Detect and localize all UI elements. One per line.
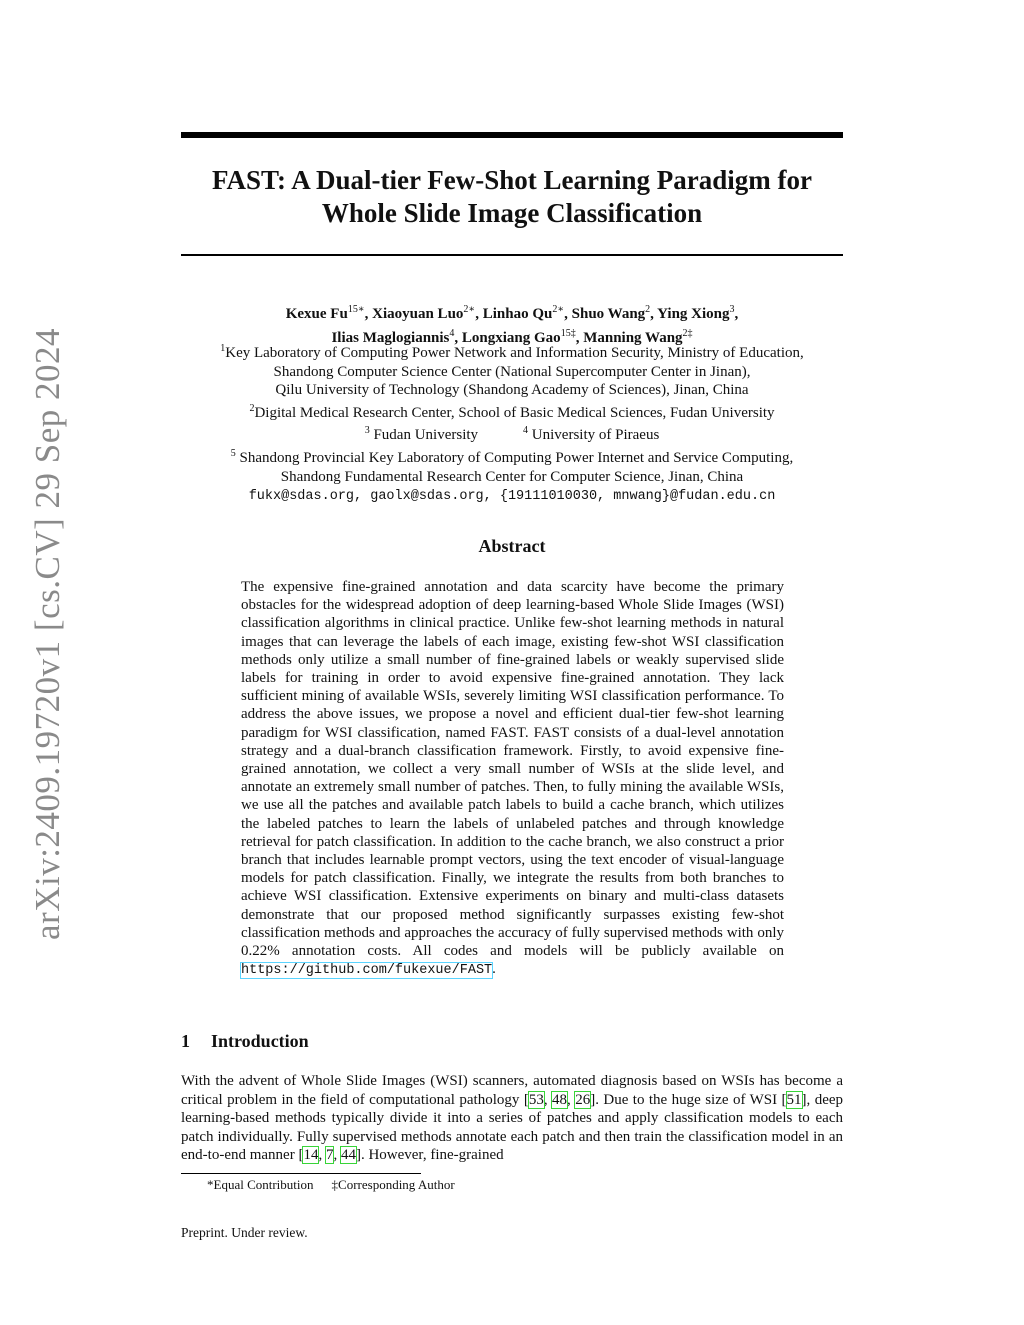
affil-number: 1 xyxy=(220,343,226,354)
author-affil-mark: 2∗ xyxy=(463,304,476,315)
author-affil-mark: 4 xyxy=(449,328,455,339)
author-name: Xiaoyuan Luo xyxy=(372,306,464,322)
author-name: Kexue Fu xyxy=(285,306,348,322)
citation-link[interactable]: 44 xyxy=(340,1147,356,1164)
section-heading-introduction xyxy=(181,1031,309,1052)
intro-text: ]. However, fine-grained xyxy=(355,1147,504,1164)
citation-link[interactable]: 48 xyxy=(552,1091,568,1108)
intro-text: , xyxy=(567,1091,576,1108)
affil-line: University of Piraeus xyxy=(528,427,660,444)
affil-line: Qilu University of Technology (Shandong Academy of Sciences), Jinan, China xyxy=(275,382,749,399)
abstract-body xyxy=(241,578,784,980)
citation-link[interactable]: 26 xyxy=(575,1091,591,1108)
author-separator: , xyxy=(575,330,584,346)
author-separator: , xyxy=(734,306,739,322)
abstract-heading: Abstract xyxy=(478,536,546,556)
affil-line: Key Laboratory of Computing Power Network and Information Security, Ministry of Education, xyxy=(225,345,804,361)
affil-line: Shandong Computer Science Center (National Supercomputer Center in Jinan), xyxy=(273,363,751,380)
author-name: Shuo Wang xyxy=(571,306,646,322)
author-name: Longxiang Gao xyxy=(461,330,561,346)
affil-line: Fudan University xyxy=(369,427,479,444)
author-name: Ilias Maglogiannis xyxy=(331,330,450,346)
intro-text: , xyxy=(318,1147,326,1164)
section-number: 1 xyxy=(181,1031,190,1051)
footnote xyxy=(207,1177,473,1193)
code-repo-link[interactable]: https://github.com/fukexue/FAST xyxy=(241,963,493,979)
citation-link[interactable]: 14 xyxy=(303,1147,319,1164)
arxiv-sidebar-stamp: arXiv:2409.19720v1 [cs.CV] 29 Sep 2024 xyxy=(28,327,67,940)
title-bottom-rule xyxy=(181,254,843,256)
citation-link[interactable]: 51 xyxy=(786,1091,802,1108)
author-name: Linhao Qu xyxy=(482,306,553,322)
author-affil-mark: 2 xyxy=(645,304,651,315)
footnote-corresponding-author: ‡Corresponding Author xyxy=(331,1177,455,1192)
citation-link[interactable]: 7 xyxy=(325,1147,334,1164)
author-name: Manning Wang xyxy=(583,330,683,346)
author-affil-mark: 15‡ xyxy=(560,328,576,339)
affiliation-block xyxy=(160,340,864,507)
affil-line: Digital Medical Research Center, School of Basic Medical Sciences, Fudan University xyxy=(254,404,775,421)
footnote-equal-contribution: *Equal Contribution xyxy=(207,1177,314,1192)
author-separator: , xyxy=(364,306,373,322)
affil-number: 4 xyxy=(523,425,529,437)
abstract-text: The expensive fine-grained annotation and data scarcity have become the primary obstacles for the widespread adoption of deep learning-based Whole Slide Images (WSI) classification algorithms in clinical practice. Unlike few-shot learning methods in natural images that can leverage the labels of each image, existing few-shot WSI classification methods only utilize a small number of fine-grained labels or weakly supervised slide labels for training in order to avoid expensive fine-grained annotation. They lack sufficient mining of available WSIs, severely limiting WSI classification performance. To address the above issues, we propose a novel and efficient dual-tier few-shot learning paradigm for WSI classification, named FAST. FAST consists of a dual-level annotation strategy and a dual-branch classification framework. Firstly, to avoid expensive fine-grained annotation, we collect a very small number of WSIs at the slide level, and annotate an extremely small number of patches. Then, to fully mining the available WSIs, we use all the patches and available patch labels to build a cache branch, which utilizes the labeled patches to learn the labels of unlabeled patches and through knowledge retrieval for patch classification. In addition to the cache branch, we also construct a prior branch that includes learnable prompt vectors, using the text encoder of visual-language models for patch classification. Finally, we integrate the results from both branches to achieve WSI classification. Extensive experiments on binary and multi-class datasets demonstrate that our proposed method significantly surpasses existing few-shot classification methods and approaches the accuracy of fully supervised methods with only 0.22% annotation costs. All codes and models will be publicly available on xyxy=(241,579,784,960)
affil-line: Shandong Provincial Key Laboratory of Computing Power Internet and Service Computing, xyxy=(235,449,794,466)
title-top-rule xyxy=(181,132,843,138)
author-affil-mark: 2‡ xyxy=(682,328,693,339)
introduction-paragraph xyxy=(181,1072,843,1165)
citation-link[interactable]: 53 xyxy=(528,1091,544,1108)
author-affil-mark: 2∗ xyxy=(552,304,565,315)
intro-text: With the advent of Whole Slide Images (WSI) scanners, automated diagnosis based on WSIs has become a critical problem in the field of computational pathology [ xyxy=(181,1073,843,1108)
affil-number: 3 xyxy=(364,425,370,437)
abstract-end: . xyxy=(492,961,496,978)
author-affil-mark: 15∗ xyxy=(347,304,365,315)
intro-text: , xyxy=(333,1147,341,1164)
intro-text: , xyxy=(543,1091,553,1108)
affil-number: 5 xyxy=(230,447,236,459)
author-affil-mark: 3 xyxy=(729,304,735,315)
author-separator: , xyxy=(650,306,658,322)
affil-number: 2 xyxy=(249,402,255,414)
title-line-2: Whole Slide Image Classification xyxy=(321,198,703,228)
author-emails: fukx@sdas.org, gaolx@sdas.org, {19111010030, mnwang}@fudan.edu.cn xyxy=(248,489,776,505)
footnote-rule xyxy=(181,1173,421,1174)
paper-title xyxy=(181,164,843,230)
author-separator: , xyxy=(564,306,572,322)
affil-line: Shandong Fundamental Research Center for Computer Science, Jinan, China xyxy=(280,468,744,485)
preprint-notice: Preprint. Under review. xyxy=(181,1225,308,1240)
section-title: Introduction xyxy=(211,1031,309,1051)
author-name: Ying Xiong xyxy=(657,306,730,322)
intro-text: ], deep learning-based methods typically divide it into a series of patches and apply classification models to each patch individually. Fully supervised methods annotate each patch and then train the classification model in an end-to-end manner [ xyxy=(181,1091,844,1164)
author-separator: , xyxy=(454,330,462,346)
intro-text: ]. Due to the huge size of WSI [ xyxy=(590,1091,787,1108)
author-separator: , xyxy=(475,306,483,322)
title-line-1: FAST: A Dual-tier Few-Shot Learning Paradigm for xyxy=(212,165,812,195)
